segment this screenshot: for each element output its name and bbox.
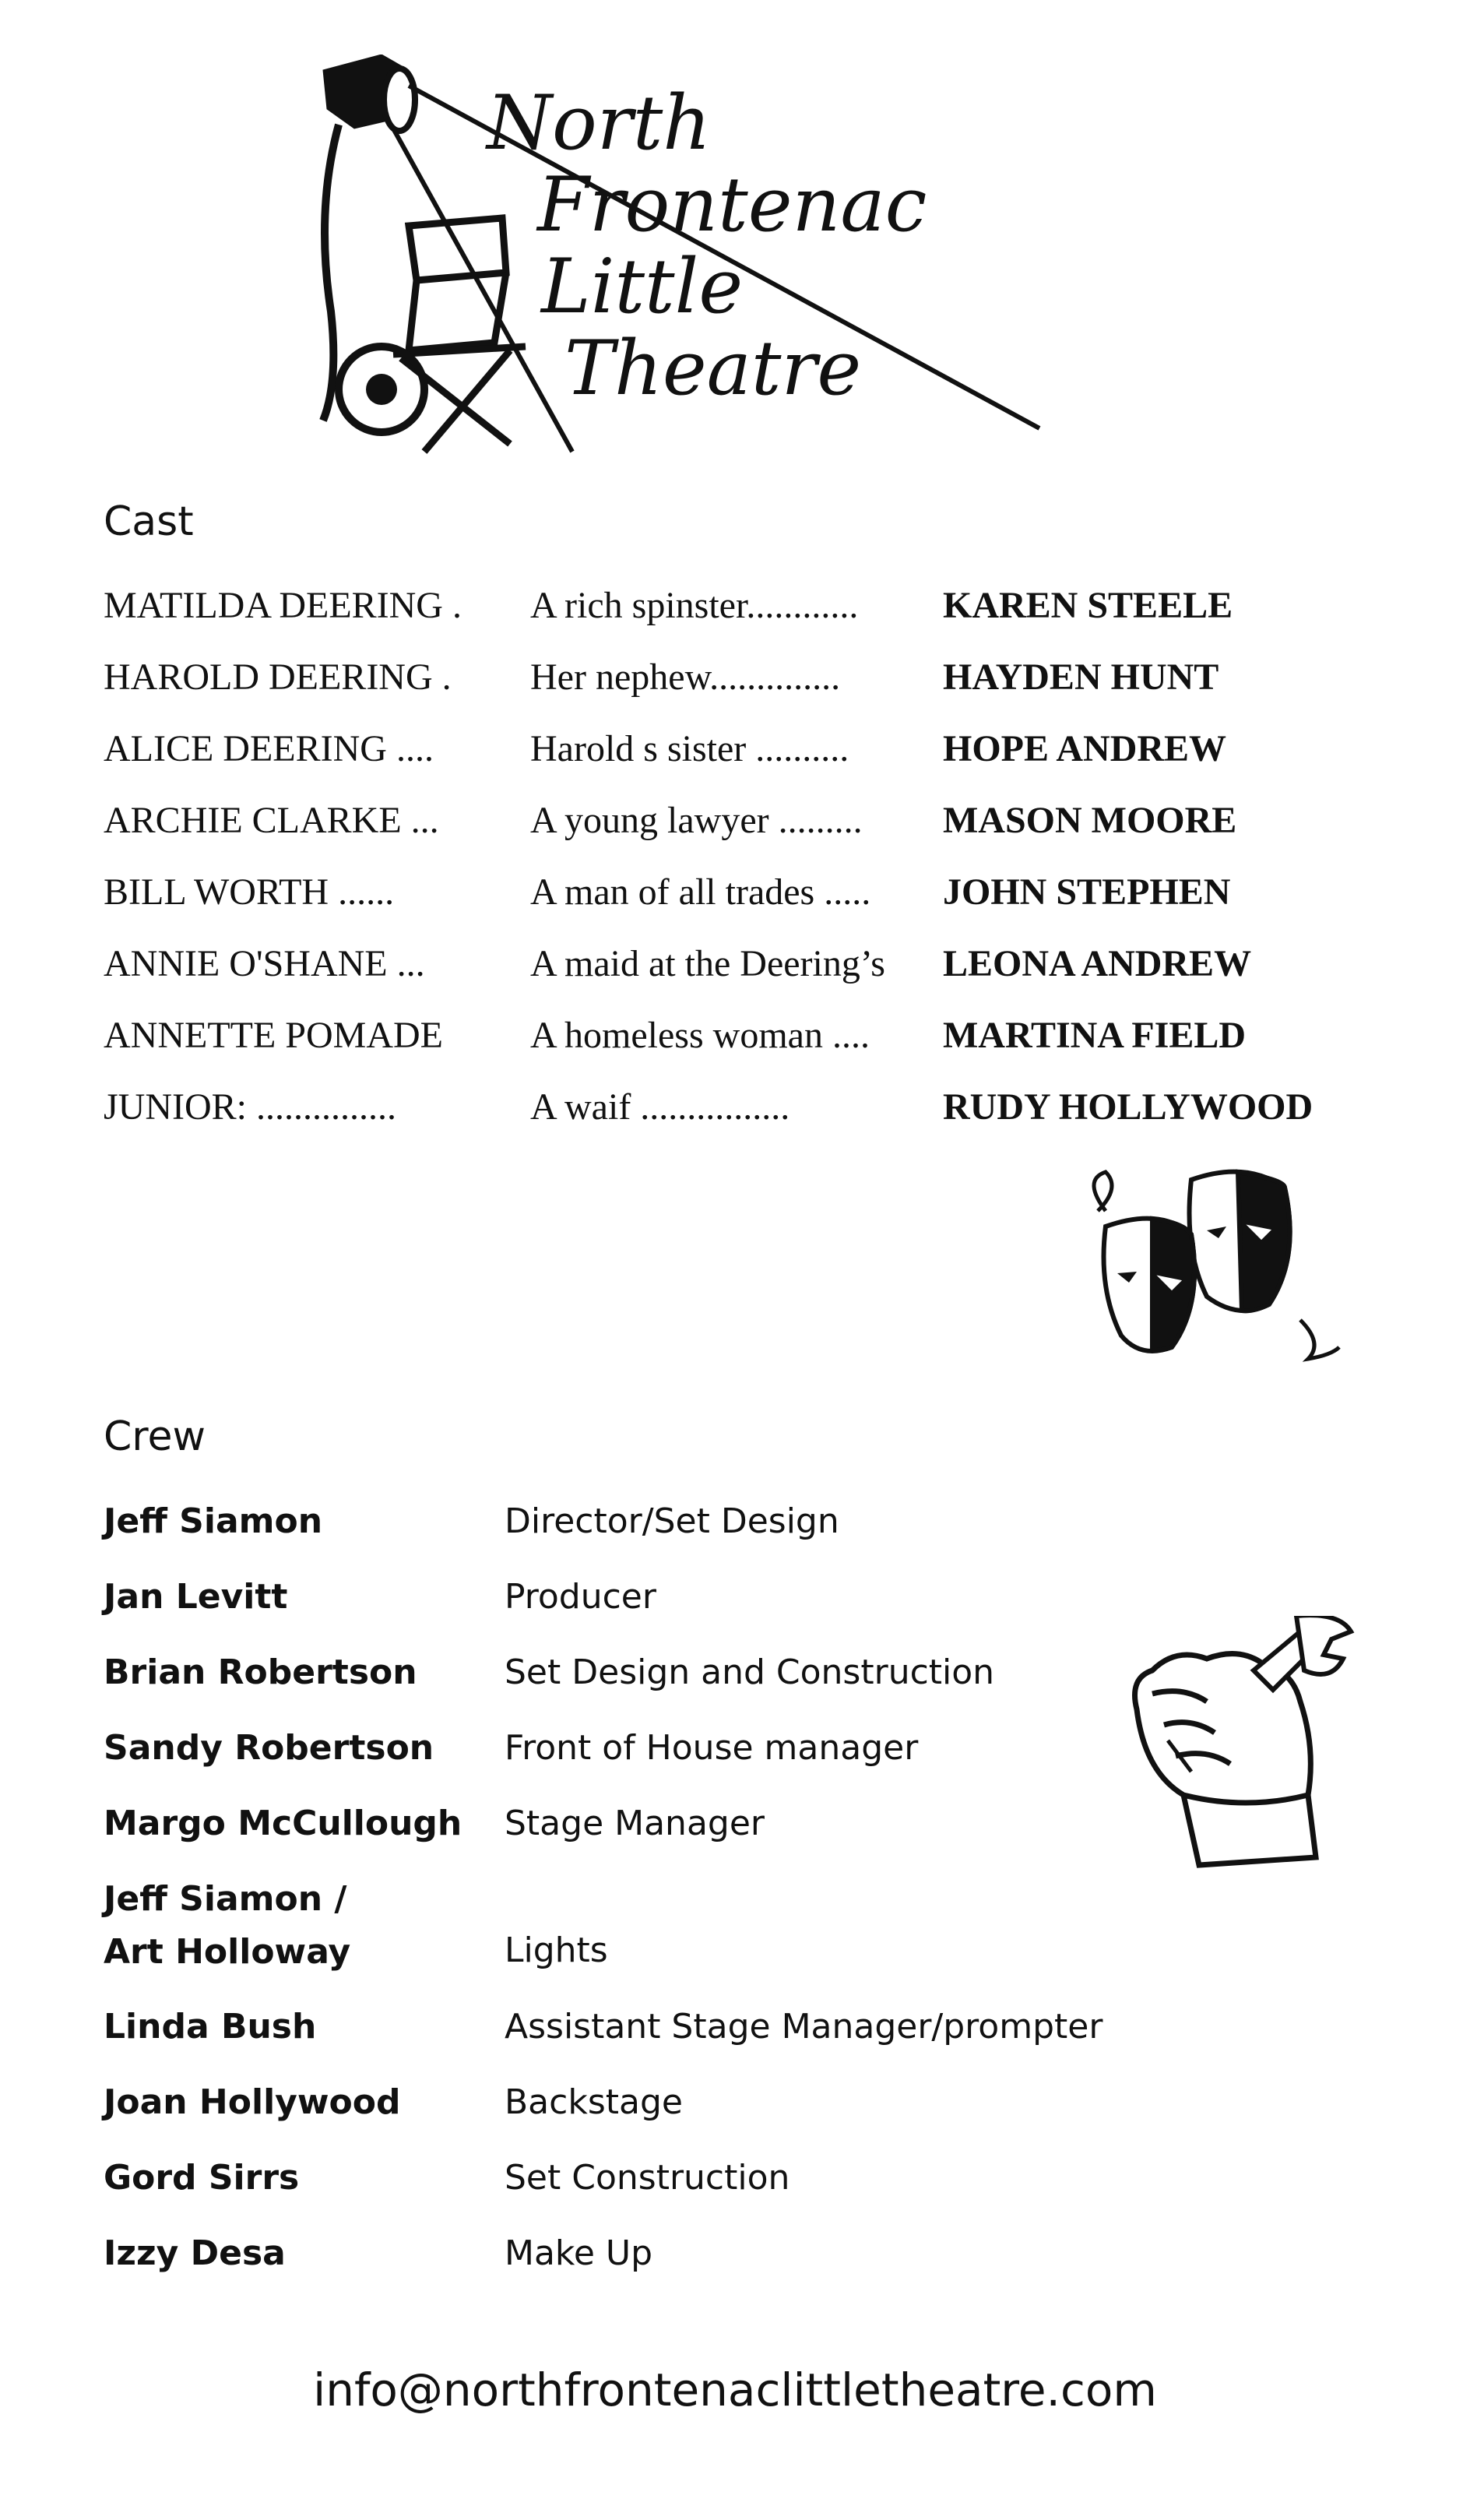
crew-name: Joan Hollywood [104, 2082, 401, 2122]
character-name: ANNIE O'SHANE ... [104, 943, 425, 984]
character-description: Her nephew.............. [530, 656, 841, 698]
crew-role: Front of House manager [505, 1728, 919, 1768]
crew-row [104, 2076, 1116, 2152]
theatre-logo [308, 55, 1102, 459]
crew-row [104, 1722, 1116, 1797]
character-description: A man of all trades ..... [530, 871, 871, 913]
crew-role: Lights [505, 1930, 608, 1970]
character-description: A homeless woman .... [530, 1015, 870, 1056]
crew-name: Gord Sirrs [104, 2158, 300, 2198]
actor-name: HOPE ANDREW [943, 728, 1227, 769]
cast-list [104, 584, 1365, 1157]
character-description: A young lawyer ......... [530, 800, 863, 841]
cast-heading: Cast [104, 498, 194, 545]
contact-email[interactable]: info@northfrontenaclittletheatre.com [313, 2363, 1157, 2416]
character-name: JUNIOR: ............... [104, 1086, 397, 1128]
crew-name: Sandy Robertson [104, 1728, 434, 1768]
character-description: A rich spinster............ [530, 585, 859, 626]
cast-row [104, 799, 1365, 871]
logo-frontenac: Frontenac [537, 161, 927, 248]
crew-role: Producer [505, 1577, 656, 1617]
cast-row [104, 584, 1365, 656]
crew-row [104, 2001, 1116, 2076]
character-name: MATILDA DEERING . [104, 585, 462, 626]
crew-row [104, 1797, 1116, 1873]
crew-row [104, 1646, 1116, 1722]
actor-name: LEONA ANDREW [943, 943, 1252, 984]
crew-role: Set Design and Construction [505, 1652, 995, 1692]
character-name: BILL WORTH ...... [104, 871, 395, 913]
crew-row [104, 2152, 1116, 2227]
cast-row [104, 1086, 1365, 1157]
fist-wrench-icon [1121, 1616, 1355, 1873]
crew-role: Stage Manager [505, 1804, 765, 1843]
crew-role: Backstage [505, 2082, 683, 2122]
cast-row [104, 942, 1365, 1014]
crew-name: Linda Bush [104, 2007, 317, 2047]
actor-name: MARTINA FIELD [943, 1015, 1247, 1056]
crew-name: Jeff Siamon [104, 1501, 323, 1541]
theatre-masks-icon [1074, 1164, 1343, 1367]
character-name: ANNETTE POMADE [104, 1015, 443, 1056]
crew-row [104, 1495, 1116, 1571]
character-name: HAROLD DEERING . [104, 656, 452, 698]
actor-name: JOHN STEPHEN [943, 871, 1231, 913]
crew-name: Jan Levitt [104, 1577, 288, 1617]
character-description: A waif ................ [530, 1086, 790, 1128]
logo-theatre: Theatre [564, 325, 862, 412]
crew-row [104, 2227, 1116, 2303]
character-name: ALICE DEERING .... [104, 728, 434, 769]
logo-little: Little [541, 243, 744, 330]
crew-role: Director/Set Design [505, 1501, 839, 1541]
crew-name: Izzy Desa [104, 2233, 286, 2273]
crew-name: Margo McCullough [104, 1804, 462, 1843]
crew-list [104, 1495, 1116, 2303]
character-description: Harold s sister .......... [530, 728, 849, 769]
character-description: A maid at the Deering’s [530, 943, 885, 984]
crew-name: Brian Robertson [104, 1652, 417, 1692]
crew-role: Make Up [505, 2233, 653, 2273]
crew-row [104, 1571, 1116, 1646]
character-name: ARCHIE CLARKE ... [104, 800, 439, 841]
logo-north: North [487, 79, 712, 167]
actor-name: KAREN STEELE [943, 585, 1233, 626]
crew-role: Set Construction [505, 2158, 790, 2198]
actor-name: MASON MOORE [943, 800, 1237, 841]
crew-role: Assistant Stage Manager/prompter [505, 2007, 1103, 2047]
crew-row [104, 1873, 1116, 2001]
crew-heading: Crew [104, 1413, 206, 1460]
actor-name: HAYDEN HUNT [943, 656, 1219, 698]
actor-name: RUDY HOLLYWOOD [943, 1086, 1314, 1128]
cast-row [104, 656, 1365, 727]
cast-row [104, 1014, 1365, 1086]
cast-row [104, 727, 1365, 799]
cast-row [104, 871, 1365, 942]
crew-name: Jeff Siamon / Art Holloway [104, 1879, 351, 1972]
